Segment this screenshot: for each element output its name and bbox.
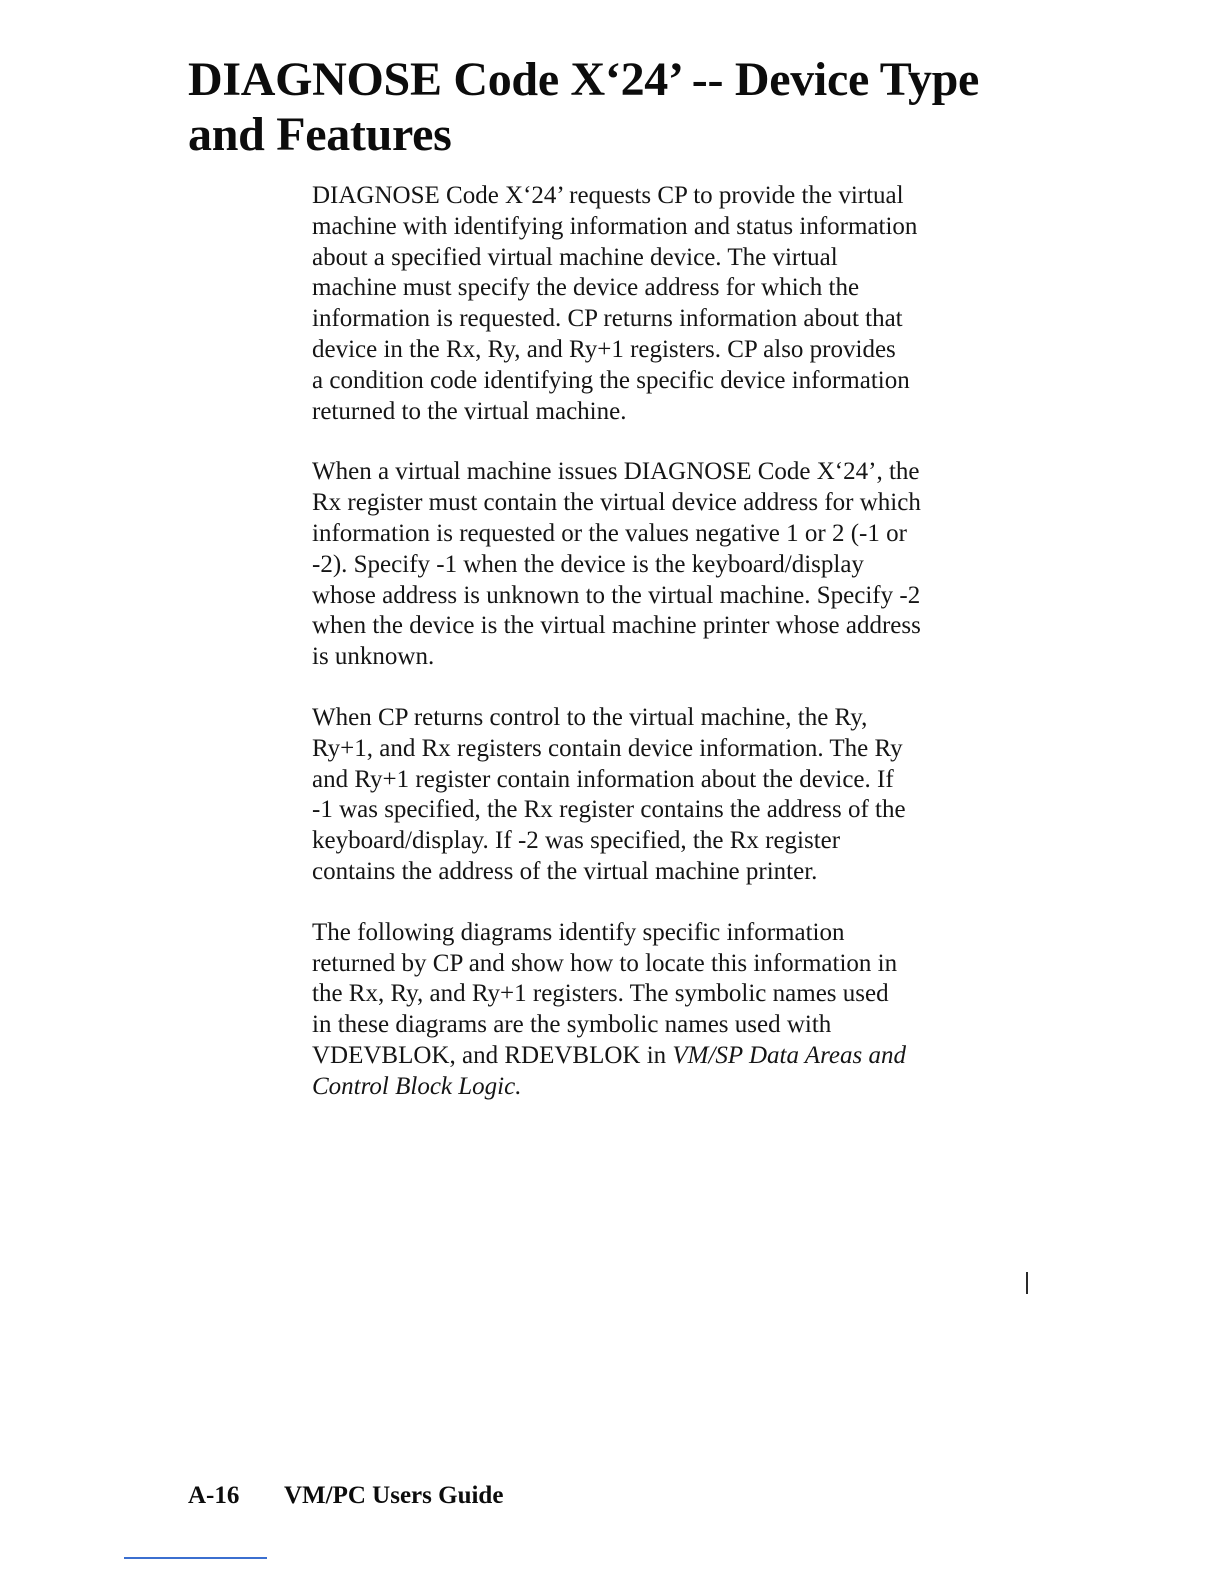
text-line: returned to the virtual machine. [312, 397, 627, 425]
paragraph-rx-register [312, 457, 1002, 673]
text-line: returned by CP and show how to locate this information in [312, 949, 898, 977]
text-line: is unknown. [312, 643, 435, 671]
body-text [312, 181, 1002, 1133]
page-title: DIAGNOSE Code X‘24’ -- Device Type and Features [188, 53, 980, 161]
text-line: -2). Specify -1 when the device is the keyboard/display [312, 550, 864, 578]
text-line: The following diagrams identify specific information [312, 918, 845, 946]
text-line: contains the address of the virtual machine printer. [312, 857, 818, 885]
text-line: keyboard/display. If -2 was specified, the Rx register [312, 827, 841, 855]
text-line: the Rx, Ry, and Ry+1 registers. The symbolic names used [312, 980, 889, 1008]
text-line [312, 1041, 1002, 1072]
text-line: information is requested. CP returns information about that [312, 305, 903, 333]
paragraph-return-control [312, 703, 1002, 888]
text-line: When a virtual machine issues DIAGNOSE Code X‘24’, the [312, 458, 920, 486]
page-footer [188, 1481, 503, 1511]
text-line: device in the Rx, Ry, and Ry+1 registers. CP also provides [312, 335, 896, 363]
text-line: information is requested or the values negative 1 or 2 (-1 or [312, 519, 907, 547]
text-line: -1 was specified, the Rx register contains the address of the [312, 796, 906, 824]
text-line: Rx register must contain the virtual device address for which [312, 489, 921, 517]
page-number: A-16 [188, 1482, 240, 1509]
text-line: machine with identifying information and status information [312, 212, 918, 240]
text-line: in these diagrams are the symbolic names used with [312, 1011, 832, 1039]
text-run: VDEVBLOK, and RDEVBLOK in [312, 1041, 673, 1069]
text-line: machine must specify the device address for which the [312, 274, 860, 302]
text-line [312, 1072, 1002, 1103]
book-reference: VM/SP Data Areas and [672, 1041, 906, 1069]
text-line: a condition code identifying the specific device information [312, 366, 910, 394]
text-line: and Ry+1 register contain information about the device. If [312, 765, 894, 793]
book-reference: Control Block Logic. [312, 1072, 522, 1100]
text-line: When CP returns control to the virtual machine, the Ry, [312, 703, 868, 731]
margin-mark [1026, 1272, 1028, 1294]
footer-rule [124, 1557, 267, 1559]
paragraph-intro [312, 181, 1002, 427]
text-line: about a specified virtual machine device. The virtual [312, 243, 838, 271]
text-line: whose address is unknown to the virtual machine. Specify -2 [312, 581, 921, 609]
paragraph-diagrams [312, 918, 1002, 1103]
text-line: Ry+1, and Rx registers contain device information. The Ry [312, 734, 903, 762]
text-line: DIAGNOSE Code X‘24’ requests CP to provide the virtual [312, 182, 904, 209]
book-title: VM/PC Users Guide [284, 1482, 504, 1509]
text-line: when the device is the virtual machine printer whose address [312, 612, 921, 640]
